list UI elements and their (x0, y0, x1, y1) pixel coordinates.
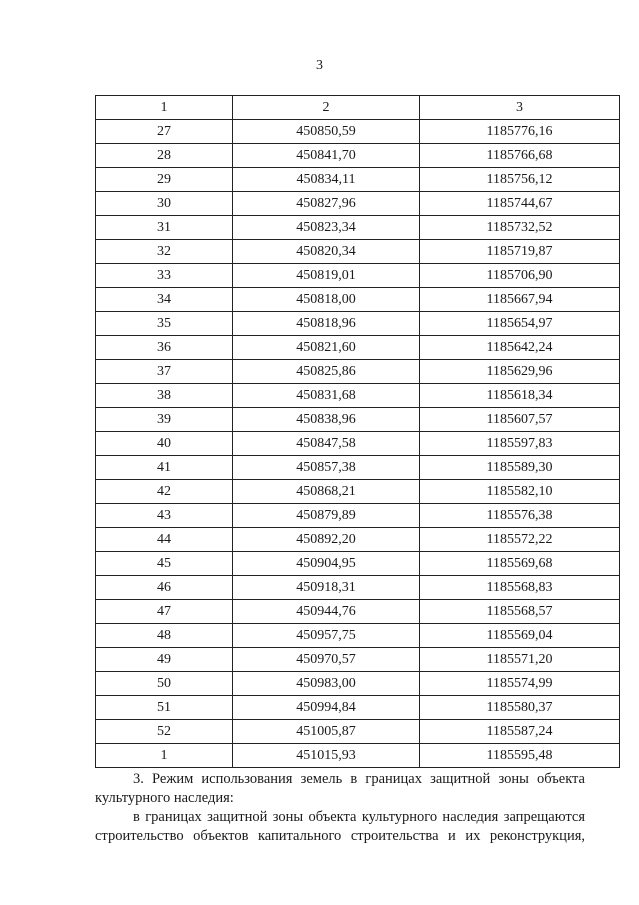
table-row (96, 504, 620, 528)
x-coordinate-cell: 450892,20 (233, 528, 420, 552)
table-row (96, 432, 620, 456)
point-number-cell: 50 (96, 672, 233, 696)
y-coordinate-cell: 1185568,83 (420, 576, 620, 600)
table-row (96, 528, 620, 552)
point-number-cell: 1 (96, 744, 233, 768)
x-coordinate-cell: 450850,59 (233, 120, 420, 144)
x-coordinate-cell: 450841,70 (233, 144, 420, 168)
table-row (96, 384, 620, 408)
x-coordinate-cell: 450994,84 (233, 696, 420, 720)
table-row (96, 648, 620, 672)
x-coordinate-cell: 450827,96 (233, 192, 420, 216)
point-number-cell: 51 (96, 696, 233, 720)
x-coordinate-cell: 450825,86 (233, 360, 420, 384)
table-row (96, 360, 620, 384)
y-coordinate-cell: 1185654,97 (420, 312, 620, 336)
table-row (96, 552, 620, 576)
table-header-row (96, 96, 620, 120)
table-row (96, 192, 620, 216)
table-row (96, 168, 620, 192)
point-number-cell: 38 (96, 384, 233, 408)
point-number-cell: 42 (96, 480, 233, 504)
y-coordinate-cell: 1185756,12 (420, 168, 620, 192)
point-number-cell: 33 (96, 264, 233, 288)
table-row (96, 624, 620, 648)
x-coordinate-cell: 450970,57 (233, 648, 420, 672)
y-coordinate-cell: 1185568,57 (420, 600, 620, 624)
y-coordinate-cell: 1185572,22 (420, 528, 620, 552)
point-number-cell: 44 (96, 528, 233, 552)
coordinates-table (95, 95, 620, 768)
point-number-cell: 28 (96, 144, 233, 168)
x-coordinate-cell: 450957,75 (233, 624, 420, 648)
point-number-cell: 41 (96, 456, 233, 480)
y-coordinate-cell: 1185597,83 (420, 432, 620, 456)
y-coordinate-cell: 1185642,24 (420, 336, 620, 360)
table-row (96, 240, 620, 264)
table-row (96, 720, 620, 744)
point-number-cell: 39 (96, 408, 233, 432)
point-number-cell: 37 (96, 360, 233, 384)
column-header: 3 (420, 96, 620, 120)
y-coordinate-cell: 1185576,38 (420, 504, 620, 528)
x-coordinate-cell: 451015,93 (233, 744, 420, 768)
y-coordinate-cell: 1185766,68 (420, 144, 620, 168)
paragraph-land-use-regime: 3. Режим использования земель в границах защитной зоны объекта культурного наследия: (95, 771, 585, 806)
table-row (96, 288, 620, 312)
table-row (96, 336, 620, 360)
table-row (96, 696, 620, 720)
x-coordinate-cell: 450918,31 (233, 576, 420, 600)
x-coordinate-cell: 450831,68 (233, 384, 420, 408)
x-coordinate-cell: 450944,76 (233, 600, 420, 624)
point-number-cell: 45 (96, 552, 233, 576)
y-coordinate-cell: 1185582,10 (420, 480, 620, 504)
point-number-cell: 31 (96, 216, 233, 240)
table-row (96, 456, 620, 480)
x-coordinate-cell: 450838,96 (233, 408, 420, 432)
point-number-cell: 49 (96, 648, 233, 672)
x-coordinate-cell: 450904,95 (233, 552, 420, 576)
point-number-cell: 32 (96, 240, 233, 264)
x-coordinate-cell: 450818,00 (233, 288, 420, 312)
point-number-cell: 48 (96, 624, 233, 648)
column-header: 1 (96, 96, 233, 120)
table-row (96, 408, 620, 432)
x-coordinate-cell: 450879,89 (233, 504, 420, 528)
point-number-cell: 40 (96, 432, 233, 456)
table-row (96, 312, 620, 336)
point-number-cell: 43 (96, 504, 233, 528)
x-coordinate-cell: 450820,34 (233, 240, 420, 264)
point-number-cell: 46 (96, 576, 233, 600)
y-coordinate-cell: 1185571,20 (420, 648, 620, 672)
page-number: 3 (316, 58, 323, 73)
table-row (96, 744, 620, 768)
y-coordinate-cell: 1185595,48 (420, 744, 620, 768)
y-coordinate-cell: 1185719,87 (420, 240, 620, 264)
x-coordinate-cell: 450868,21 (233, 480, 420, 504)
point-number-cell: 30 (96, 192, 233, 216)
point-number-cell: 34 (96, 288, 233, 312)
point-number-cell: 47 (96, 600, 233, 624)
y-coordinate-cell: 1185744,67 (420, 192, 620, 216)
column-header: 2 (233, 96, 420, 120)
table-row (96, 264, 620, 288)
x-coordinate-cell: 450983,00 (233, 672, 420, 696)
x-coordinate-cell: 450857,38 (233, 456, 420, 480)
y-coordinate-cell: 1185580,37 (420, 696, 620, 720)
table-row (96, 144, 620, 168)
y-coordinate-cell: 1185607,57 (420, 408, 620, 432)
table-row (96, 576, 620, 600)
x-coordinate-cell: 450819,01 (233, 264, 420, 288)
point-number-cell: 27 (96, 120, 233, 144)
point-number-cell: 52 (96, 720, 233, 744)
paragraph-prohibitions: в границах защитной зоны объекта культурного наследия запрещаются строительство объектов капитального строительства и их реконструкция, (95, 809, 585, 844)
y-coordinate-cell: 1185574,99 (420, 672, 620, 696)
x-coordinate-cell: 451005,87 (233, 720, 420, 744)
table-row (96, 216, 620, 240)
y-coordinate-cell: 1185776,16 (420, 120, 620, 144)
y-coordinate-cell: 1185618,34 (420, 384, 620, 408)
x-coordinate-cell: 450823,34 (233, 216, 420, 240)
x-coordinate-cell: 450847,58 (233, 432, 420, 456)
x-coordinate-cell: 450818,96 (233, 312, 420, 336)
y-coordinate-cell: 1185569,04 (420, 624, 620, 648)
point-number-cell: 35 (96, 312, 233, 336)
y-coordinate-cell: 1185569,68 (420, 552, 620, 576)
point-number-cell: 36 (96, 336, 233, 360)
x-coordinate-cell: 450834,11 (233, 168, 420, 192)
table-row (96, 120, 620, 144)
y-coordinate-cell: 1185732,52 (420, 216, 620, 240)
y-coordinate-cell: 1185667,94 (420, 288, 620, 312)
table-row (96, 600, 620, 624)
y-coordinate-cell: 1185587,24 (420, 720, 620, 744)
x-coordinate-cell: 450821,60 (233, 336, 420, 360)
table-row (96, 672, 620, 696)
y-coordinate-cell: 1185629,96 (420, 360, 620, 384)
point-number-cell: 29 (96, 168, 233, 192)
y-coordinate-cell: 1185589,30 (420, 456, 620, 480)
y-coordinate-cell: 1185706,90 (420, 264, 620, 288)
table-row (96, 480, 620, 504)
